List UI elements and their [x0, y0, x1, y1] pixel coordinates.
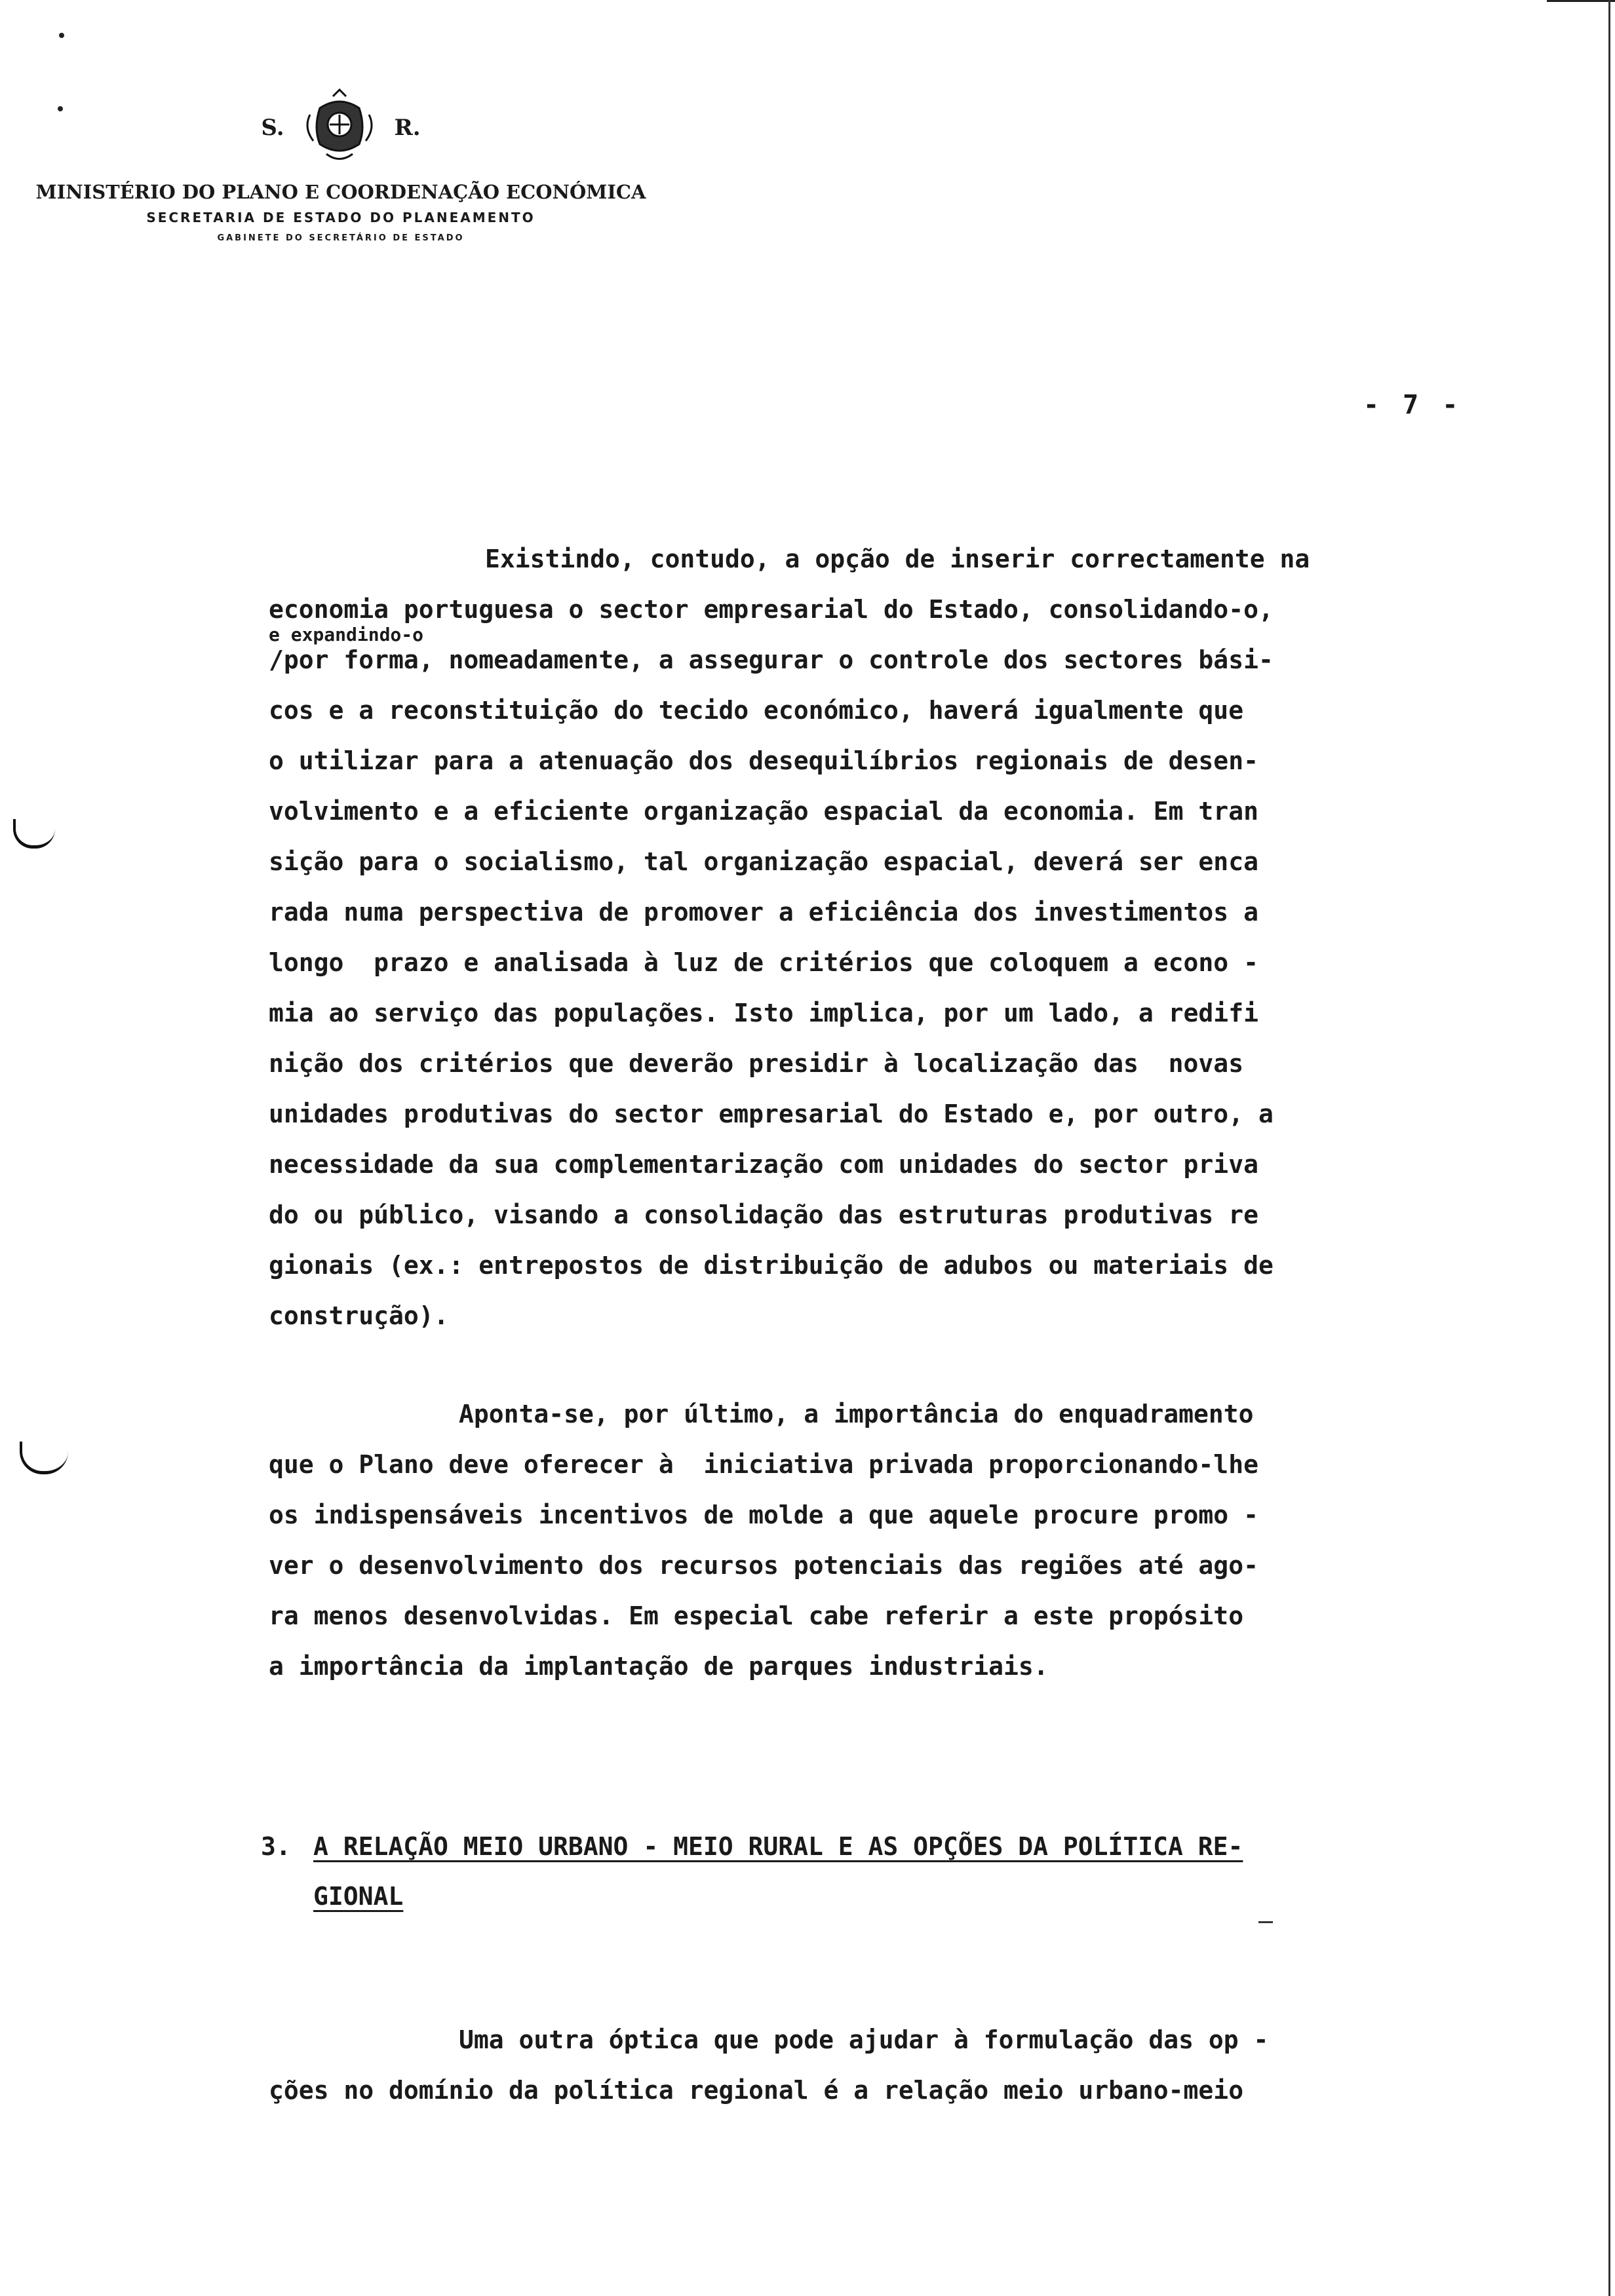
text-line: sição para o socialismo, tal organização espacial, deverá ser enca	[269, 847, 1258, 876]
text-line: que o Plano deve oferecer à iniciativa privada proporcionando-lhe	[269, 1450, 1258, 1479]
text-line: ções no domínio da política regional é a relação meio urbano-meio	[269, 2076, 1244, 2105]
ministry-name: MINISTÉRIO DO PLANO E COORDENAÇÃO ECONÓMICA	[35, 181, 646, 203]
section-heading	[261, 1822, 1493, 1921]
text-line: nição dos critérios que deverão presidir à localização das novas	[269, 1049, 1244, 1078]
text-line: Aponta-se, por último, a importância do enquadramento	[459, 1400, 1254, 1428]
text-line: cos e a reconstituição do tecido económico, haverá igualmente que	[269, 696, 1244, 725]
paragraph-2	[269, 1389, 1481, 1692]
hole-punch-mark	[13, 819, 55, 849]
handwritten-insertion: e expandindo-o	[269, 624, 424, 645]
section-number: 3.	[261, 1832, 291, 1861]
text-line: o utilizar para a atenuação dos desequilíbrios regionais de desen-	[269, 746, 1258, 775]
text-line: a importância da implantação de parques industriais.	[269, 1652, 1049, 1681]
text-line: ver o desenvolvimento dos recursos potenciais das regiões até ago-	[269, 1551, 1258, 1580]
section-title-line-2: GIONAL	[313, 1882, 404, 1911]
seal-row	[26, 79, 655, 177]
page-edge	[1608, 0, 1610, 2296]
text-line: longo prazo e analisada à luz de critérios que coloquem a econo -	[269, 948, 1258, 977]
text-line: gionais (ex.: entrepostos de distribuição de adubos ou materiais de	[269, 1251, 1274, 1280]
seal-left-letter: S.	[261, 115, 284, 141]
seal-right-letter: R.	[394, 115, 421, 141]
text-line: construção).	[269, 1301, 449, 1330]
coat-of-arms-icon	[300, 88, 379, 167]
text-line: os indispensáveis incentivos de molde a que aquele procure promo -	[269, 1501, 1258, 1529]
hole-punch-mark	[20, 1442, 68, 1474]
page-number: - 7 -	[1363, 390, 1462, 420]
margin-dot	[59, 33, 64, 38]
text-line: unidades produtivas do sector empresarial do Estado e, por outro, a	[269, 1100, 1274, 1128]
paragraph-1	[269, 534, 1481, 1341]
letterhead	[26, 79, 655, 243]
text-line: necessidade da sua complementarização com unidades do sector priva	[269, 1150, 1258, 1179]
section-title-line-1: A RELAÇÃO MEIO URBANO - MEIO RURAL E AS OPÇÕES DA POLÍTICA RE-	[313, 1832, 1243, 1861]
dash-mark	[1258, 1921, 1273, 1923]
cabinet-name: GABINETE DO SECRETÁRIO DE ESTADO	[217, 233, 465, 243]
text-line: Uma outra óptica que pode ajudar à formulação das op -	[459, 2025, 1269, 2054]
text-line: economia portuguesa o sector empresarial do Estado, consolidando-o,	[269, 595, 1274, 624]
text-line: mia ao serviço das populações. Isto implica, por um lado, a redifi	[269, 999, 1258, 1027]
paragraph-3	[269, 2015, 1481, 2116]
secretariat-name: SECRETARIA DE ESTADO DO PLANEAMENTO	[146, 210, 535, 225]
text-line: rada numa perspectiva de promover a eficiência dos investimentos a	[269, 898, 1258, 927]
text-line: ra menos desenvolvidas. Em especial cabe referir a este propósito	[269, 1601, 1244, 1630]
text-line: Existindo, contudo, a opção de inserir correctamente na	[485, 545, 1310, 573]
text-line: do ou público, visando a consolidação das estruturas produtivas re	[269, 1200, 1258, 1229]
top-right-rule	[1547, 0, 1615, 2]
text-line: volvimento e a eficiente organização espacial da economia. Em tran	[269, 797, 1258, 826]
text-line: /por forma, nomeadamente, a assegurar o controle dos sectores bási-	[269, 645, 1274, 674]
